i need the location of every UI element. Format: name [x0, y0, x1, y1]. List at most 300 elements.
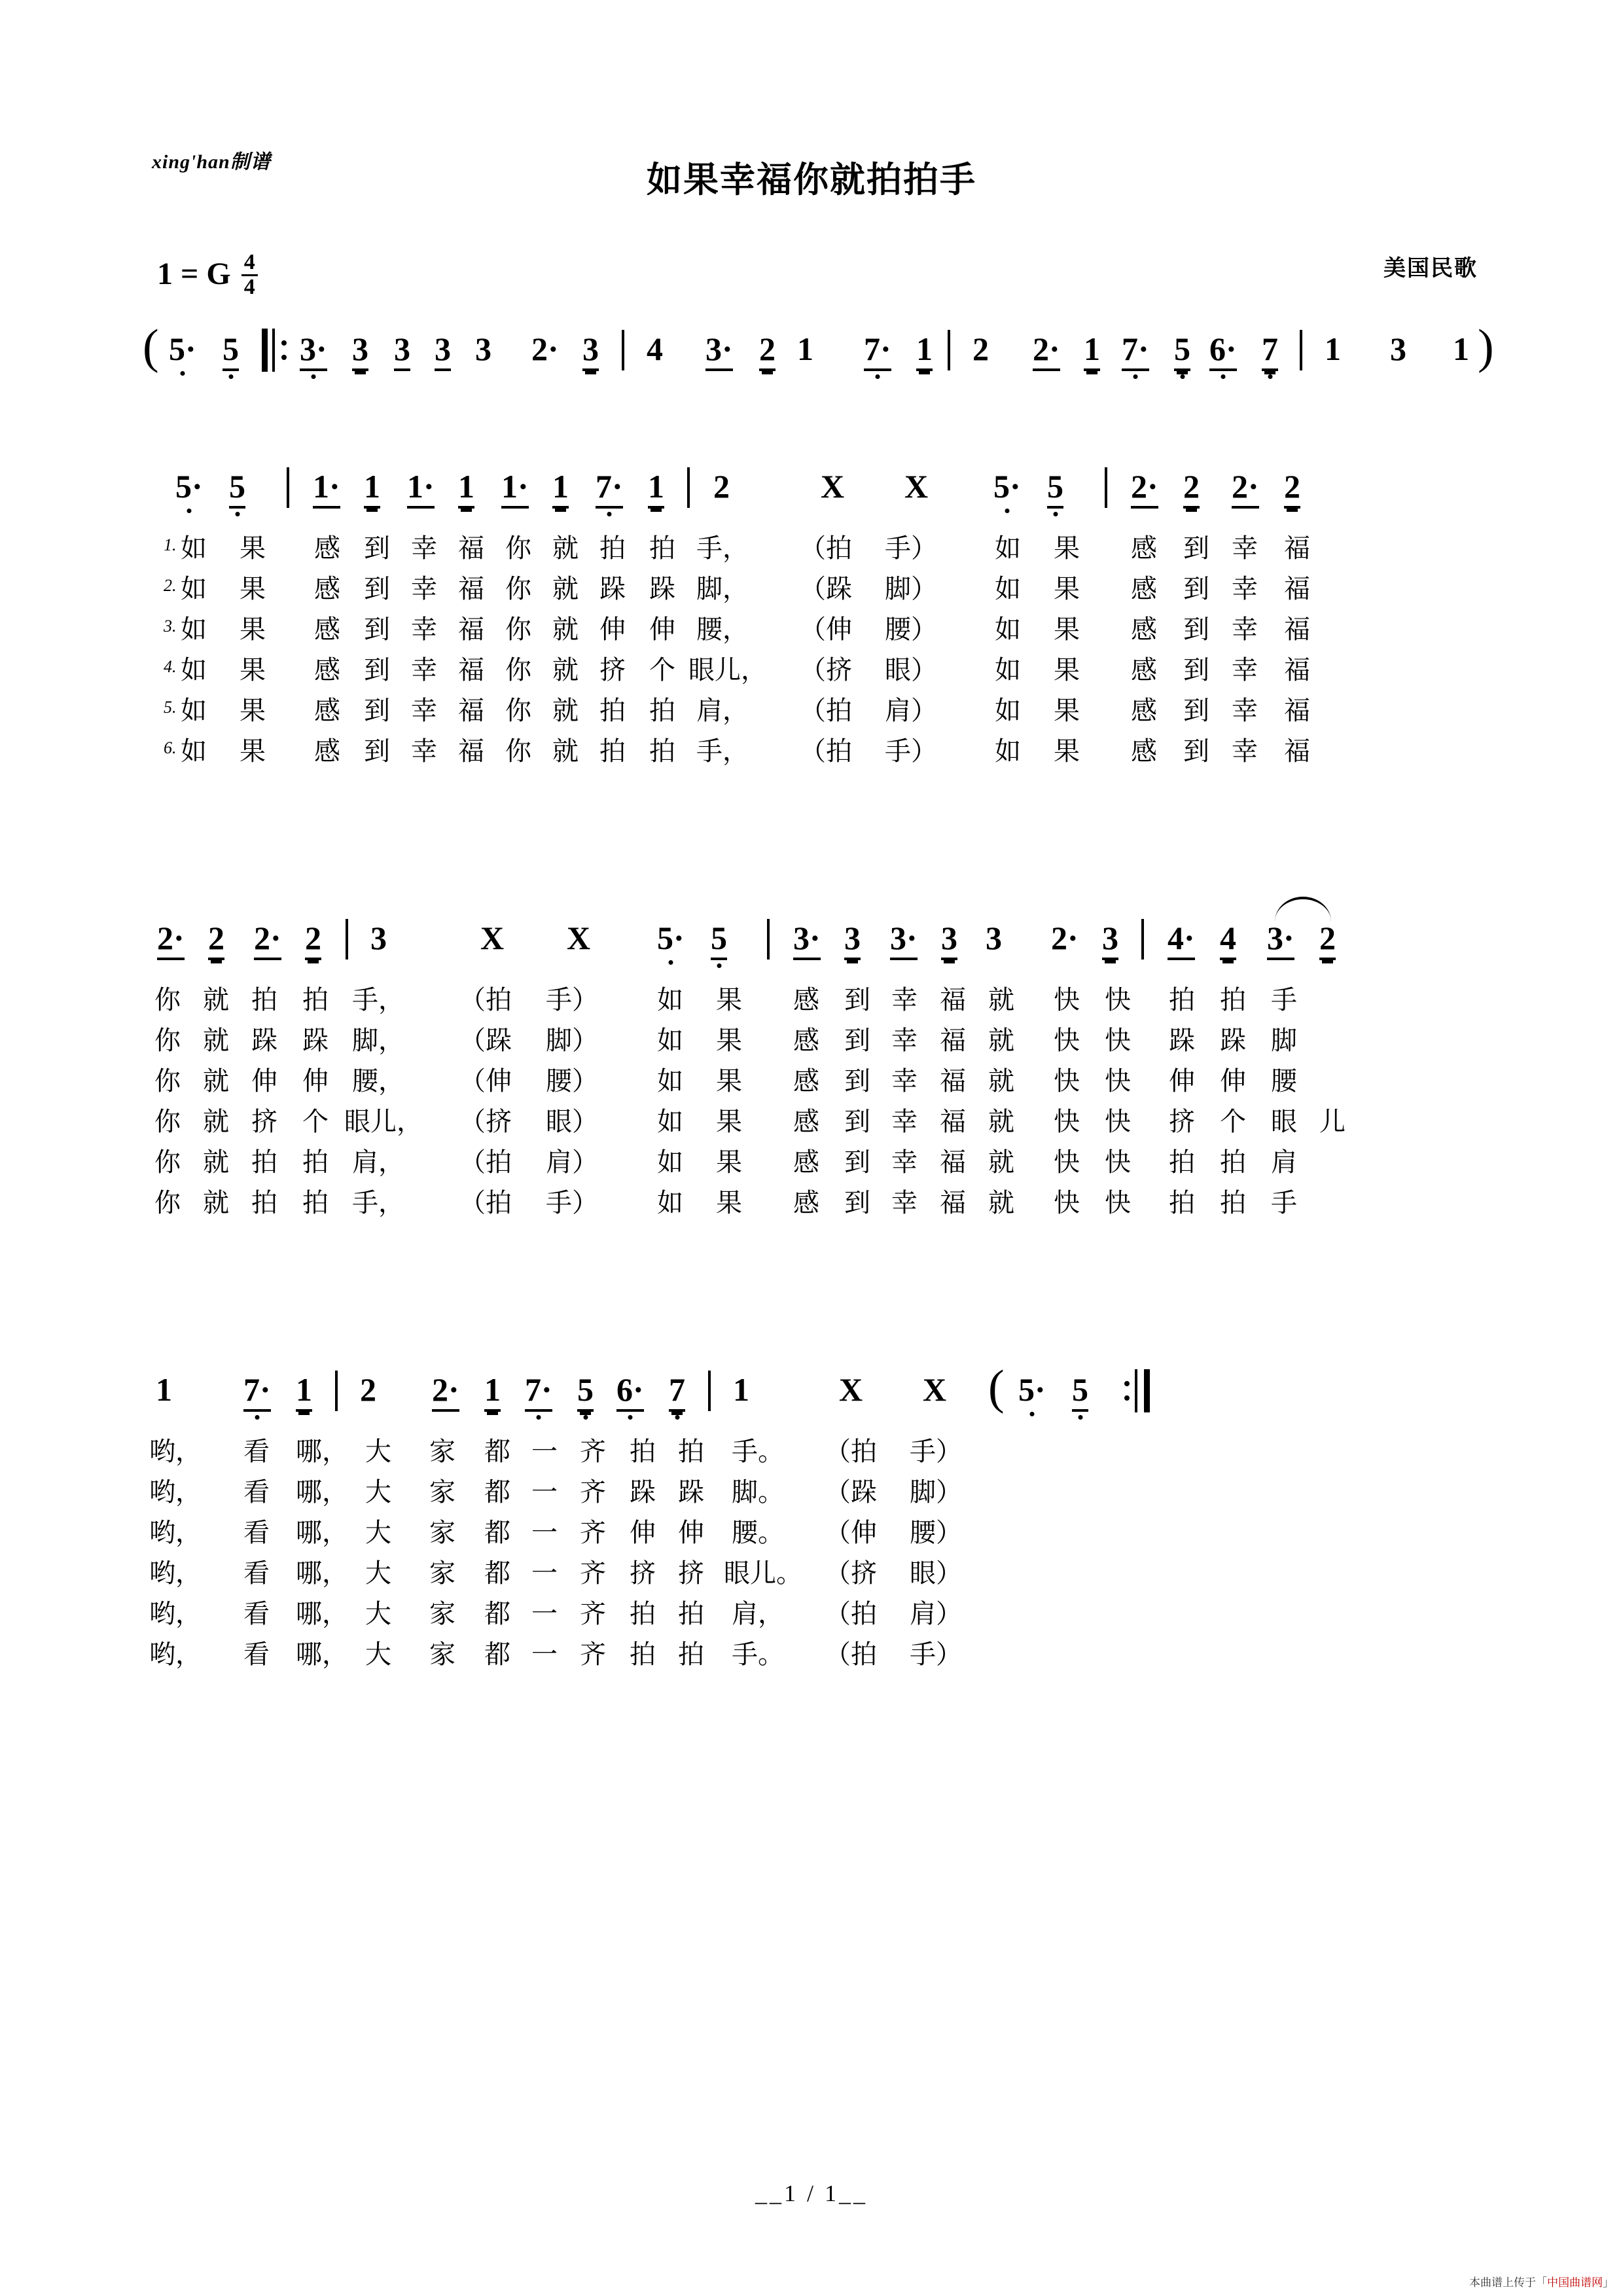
lyric-char: 幸	[411, 696, 437, 726]
lyric-line	[0, 1471, 1623, 1512]
lyric-char: 你	[154, 1147, 181, 1177]
lyric-line	[0, 1141, 1623, 1182]
lyric-char: 快	[1105, 1188, 1131, 1218]
lyric-char: 拍	[1169, 1188, 1195, 1218]
paren-open: (	[988, 1361, 1005, 1414]
lyric-char: 快	[1105, 1107, 1131, 1137]
lyric-char: 感	[1131, 736, 1157, 766]
lyric-char: （挤	[800, 655, 852, 685]
lyric-char: 幸	[1232, 696, 1258, 726]
lyric-char: 齐	[580, 1437, 606, 1467]
lyric-char: 一	[531, 1640, 558, 1670]
lyric-char: 到	[364, 574, 390, 604]
lyric-char: 手）	[546, 985, 598, 1015]
lyric-char: 拍	[302, 1147, 329, 1177]
lyric-char: 肩	[1271, 1147, 1297, 1177]
lyric-char: 幸	[891, 985, 918, 1015]
lyric-char: 感	[1131, 655, 1157, 685]
notation-row-intro	[0, 320, 1623, 390]
lyric-char: 手）	[885, 736, 937, 766]
lyric-char: 伸	[1220, 1066, 1246, 1096]
note: 2	[1284, 470, 1300, 509]
lyric-char: 快	[1105, 985, 1131, 1015]
lyric-char: 到	[364, 736, 390, 766]
lyric-char: 脚）	[910, 1477, 962, 1507]
lyric-char: 跺	[1220, 1026, 1246, 1056]
lyric-char: 腰）	[885, 615, 937, 645]
lyric-char: 果	[240, 696, 266, 726]
lyric-line	[0, 1101, 1623, 1141]
lyric-line	[0, 1634, 1623, 1674]
lyric-char: 感	[1131, 696, 1157, 726]
slur	[1275, 897, 1331, 922]
lyric-char: 到	[1183, 655, 1209, 685]
note: 1	[916, 332, 933, 371]
lyric-char: 到	[364, 696, 390, 726]
lyric-char: 都	[484, 1477, 510, 1507]
lyric-char: 个	[649, 655, 675, 685]
music-system-3	[0, 1361, 1623, 1674]
lyric-char: 感	[314, 615, 340, 645]
lyric-char: 拍	[302, 1188, 329, 1218]
lyric-char: 脚，	[696, 574, 749, 604]
lyric-char: 到	[844, 1147, 870, 1177]
lyric-char: 拍	[251, 985, 277, 1015]
lyric-char: 拍	[649, 736, 675, 766]
lyric-char: 跺	[630, 1477, 656, 1507]
note: 2	[1319, 922, 1336, 960]
lyric-char: 就	[552, 533, 579, 564]
note: 5·	[1018, 1371, 1046, 1408]
note: 3	[941, 922, 957, 960]
time-signature-denominator: 4	[243, 274, 255, 299]
lyric-char: 福	[940, 1026, 966, 1056]
lyric-char: 果	[716, 985, 742, 1015]
note: 7·	[525, 1373, 552, 1412]
lyric-char: 肩，	[732, 1599, 784, 1629]
barline	[708, 1371, 711, 1411]
lyric-line	[0, 690, 1623, 730]
note: 1	[484, 1373, 501, 1412]
lyric-char: 拍	[678, 1599, 704, 1629]
lyric-char: 手）	[546, 1188, 598, 1218]
note: 3	[986, 920, 1002, 956]
rest-x: X	[839, 1371, 863, 1408]
lyric-char: 肩）	[546, 1147, 598, 1177]
lyric-char: 家	[429, 1477, 455, 1507]
note: 1	[552, 470, 569, 509]
lyric-line	[0, 1060, 1623, 1101]
lyric-char: 你	[505, 696, 531, 726]
lyric-char: 脚。	[732, 1477, 784, 1507]
lyric-char: （跺	[459, 1026, 512, 1056]
barline	[335, 1371, 338, 1411]
key-signature	[157, 250, 258, 297]
barline	[687, 467, 690, 508]
lyric-char: 看	[243, 1640, 270, 1670]
lyric-char: 你	[505, 655, 531, 685]
note: 3·	[300, 332, 327, 371]
lyric-char: 腰。	[732, 1518, 784, 1548]
lyric-char: 到	[1183, 533, 1209, 564]
lyric-char: 到	[844, 1188, 870, 1218]
verse-number: 5.	[164, 698, 177, 717]
note: 5·	[993, 468, 1021, 505]
lyric-char: 手，	[696, 533, 749, 564]
lyric-char: 快	[1054, 1026, 1080, 1056]
lyric-char: 眼）	[910, 1558, 962, 1588]
note: 2	[208, 922, 224, 960]
lyric-char: 你	[154, 1026, 181, 1056]
music-system-2	[0, 916, 1623, 1223]
lyric-char: 快	[1105, 1147, 1131, 1177]
lyric-char: 感	[1131, 574, 1157, 604]
lyric-char: 肩）	[910, 1599, 962, 1629]
lyric-char: 果	[716, 1026, 742, 1056]
lyric-char: 福	[940, 1188, 966, 1218]
lyric-line	[0, 730, 1623, 771]
note: 3	[370, 920, 387, 956]
page-number: __1 / 1__	[755, 2180, 868, 2206]
lyric-char: 感	[314, 736, 340, 766]
lyric-char: 就	[988, 1147, 1014, 1177]
lyric-char: 哪，	[296, 1599, 348, 1629]
time-signature	[241, 251, 258, 298]
lyric-char: 跺	[649, 574, 675, 604]
note: 1	[364, 470, 380, 509]
lyric-char: 跺	[599, 574, 626, 604]
notation-row-3	[0, 1361, 1623, 1431]
lyric-char: 伸	[302, 1066, 329, 1096]
lyric-char: 就	[988, 1188, 1014, 1218]
lyric-char: 到	[364, 533, 390, 564]
lyric-char: 手	[1271, 985, 1297, 1015]
lyric-char: 你	[154, 1188, 181, 1218]
rest-x: X	[567, 920, 591, 956]
rest-x: X	[821, 468, 845, 505]
arranger-credit: xing'han制谱	[152, 151, 271, 173]
lyric-char: 大	[365, 1518, 391, 1548]
barline	[1300, 330, 1302, 370]
lyric-char: 都	[484, 1437, 510, 1467]
lyric-char: 齐	[580, 1558, 606, 1588]
lyric-char: 眼儿，	[344, 1107, 423, 1137]
lyric-char: 如	[995, 615, 1021, 645]
lyric-char: 福	[1284, 655, 1310, 685]
lyric-char: 就	[203, 1107, 229, 1137]
lyric-char: 儿	[1319, 1107, 1346, 1137]
lyric-char: 到	[1183, 696, 1209, 726]
lyric-char: 拍	[630, 1437, 656, 1467]
lyric-char: 果	[240, 533, 266, 564]
lyric-char: 就	[203, 1066, 229, 1096]
note: 5	[229, 470, 245, 509]
rest-x: X	[904, 468, 929, 505]
lyric-char: 就	[552, 655, 579, 685]
lyric-char: 感	[793, 1147, 819, 1177]
note: 7·	[596, 470, 623, 509]
lyric-char: 福	[940, 985, 966, 1015]
lyric-line	[0, 1020, 1623, 1060]
lyric-char: 福	[458, 533, 484, 564]
lyric-char: 如	[657, 985, 683, 1015]
lyric-char: 哟，	[149, 1558, 202, 1588]
rest-x: X	[923, 1371, 947, 1408]
lyric-char: 就	[203, 985, 229, 1015]
lyric-char: 腰	[1271, 1066, 1297, 1096]
verse-number: 3.	[164, 617, 177, 636]
note: 1	[797, 331, 813, 367]
barline	[1105, 467, 1107, 508]
lyric-char: 拍	[649, 533, 675, 564]
lyric-char: 福	[458, 696, 484, 726]
lyric-char: 到	[364, 615, 390, 645]
lyric-char: 果	[1054, 736, 1080, 766]
lyric-char: 挤	[678, 1558, 704, 1588]
lyric-char: 如	[995, 696, 1021, 726]
lyric-char: 拍	[251, 1147, 277, 1177]
lyric-char: 齐	[580, 1599, 606, 1629]
lyric-char: 哪，	[296, 1477, 348, 1507]
note: 3·	[793, 922, 821, 960]
lyric-char: 到	[1183, 574, 1209, 604]
lyric-char: 到	[844, 1066, 870, 1096]
lyric-char: 拍	[630, 1599, 656, 1629]
note: 2	[713, 468, 730, 505]
lyric-char: 感	[793, 1107, 819, 1137]
lyric-char: 手。	[732, 1437, 784, 1467]
lyric-char: 你	[154, 1066, 181, 1096]
lyric-char: 家	[429, 1558, 455, 1588]
lyric-char: 就	[552, 736, 579, 766]
lyric-char: 如	[181, 655, 207, 685]
note: 2·	[432, 1373, 459, 1412]
note: 2	[972, 331, 989, 367]
lyric-char: （伸	[459, 1066, 512, 1096]
lyric-char: （拍	[825, 1599, 877, 1629]
lyric-char: 看	[243, 1477, 270, 1507]
lyric-char: 幸	[1232, 615, 1258, 645]
lyric-char: 就	[988, 1066, 1014, 1096]
lyric-char: 伸	[1169, 1066, 1195, 1096]
note: 5	[711, 922, 727, 960]
note: 3	[394, 332, 410, 371]
lyric-char: 你	[505, 533, 531, 564]
lyric-char: 福	[1284, 574, 1310, 604]
lyric-char: 福	[940, 1107, 966, 1137]
lyric-char: （伸	[800, 615, 852, 645]
note: 3	[1390, 331, 1406, 367]
lyric-char: 快	[1105, 1026, 1131, 1056]
lyric-char: 幸	[891, 1188, 918, 1218]
lyric-char: 拍	[599, 736, 626, 766]
note: 7	[669, 1373, 685, 1412]
barline	[622, 330, 624, 370]
lyric-char: 就	[988, 1026, 1014, 1056]
lyric-char: 感	[793, 1066, 819, 1096]
lyric-char: 一	[531, 1558, 558, 1588]
note: 6·	[1209, 332, 1237, 371]
note: 2	[305, 922, 321, 960]
lyric-char: （拍	[459, 1188, 512, 1218]
lyric-char: 感	[793, 985, 819, 1015]
verse-number: 2.	[164, 576, 177, 595]
lyric-char: 幸	[891, 1066, 918, 1096]
lyric-char: 幸	[411, 736, 437, 766]
lyric-char: 如	[181, 736, 207, 766]
lyric-char: 拍	[649, 696, 675, 726]
barline	[1141, 919, 1144, 960]
lyric-char: 脚，	[352, 1026, 404, 1056]
key-label: 1 = G	[157, 256, 231, 291]
lyric-char: 看	[243, 1599, 270, 1629]
note: 2	[360, 1371, 376, 1408]
note: 5·	[169, 331, 196, 367]
lyric-char: 幸	[411, 615, 437, 645]
lyric-char: 果	[240, 615, 266, 645]
lyric-char: 幸	[1232, 655, 1258, 685]
lyric-char: 快	[1054, 985, 1080, 1015]
lyric-char: 你	[505, 615, 531, 645]
lyric-char: 拍	[599, 533, 626, 564]
note: 2·	[1033, 332, 1060, 371]
lyric-char: 腰）	[546, 1066, 598, 1096]
verse-number: 1.	[164, 535, 177, 554]
lyric-char: 大	[365, 1437, 391, 1467]
music-system-intro	[0, 320, 1623, 390]
lyric-char: （拍	[800, 533, 852, 564]
note: 3	[1102, 922, 1118, 960]
lyric-char: 脚	[1271, 1026, 1297, 1056]
composer-credit: 美国民歌	[1383, 255, 1478, 281]
lyric-char: 家	[429, 1640, 455, 1670]
lyrics-block-2	[0, 979, 1623, 1223]
lyric-char: 如	[995, 655, 1021, 685]
lyric-char: 手，	[696, 736, 749, 766]
lyric-char: 到	[844, 985, 870, 1015]
lyric-char: 果	[240, 736, 266, 766]
lyric-char: 手	[1271, 1188, 1297, 1218]
lyric-char: 福	[458, 736, 484, 766]
lyric-char: 家	[429, 1518, 455, 1548]
note: 2	[759, 332, 776, 371]
lyric-line	[0, 1512, 1623, 1552]
lyric-char: （挤	[459, 1107, 512, 1137]
note: 5	[577, 1373, 594, 1412]
lyric-char: 如	[181, 696, 207, 726]
lyric-char: 脚）	[546, 1026, 598, 1056]
note: 3	[435, 332, 451, 371]
note: 2·	[531, 331, 559, 367]
lyric-char: 就	[203, 1188, 229, 1218]
lyric-char: 如	[657, 1107, 683, 1137]
lyric-char: 感	[793, 1188, 819, 1218]
barline	[346, 919, 348, 960]
lyric-char: 都	[484, 1558, 510, 1588]
lyric-char: 齐	[580, 1477, 606, 1507]
lyric-char: （挤	[825, 1558, 877, 1588]
lyrics-block-1	[0, 528, 1623, 771]
lyric-char: 幸	[891, 1147, 918, 1177]
lyric-char: 大	[365, 1640, 391, 1670]
lyric-line	[0, 1182, 1623, 1223]
note: 2·	[1051, 920, 1079, 956]
lyric-char: 手。	[732, 1640, 784, 1670]
lyric-char: 福	[458, 574, 484, 604]
note: 7·	[243, 1373, 271, 1412]
note: 1	[1084, 332, 1100, 371]
note: 3	[352, 332, 368, 371]
lyric-char: 拍	[678, 1437, 704, 1467]
lyric-char: （伸	[825, 1518, 877, 1548]
lyric-char: 感	[314, 696, 340, 726]
lyric-line	[0, 979, 1623, 1020]
lyric-char: 你	[505, 736, 531, 766]
lyric-char: 到	[844, 1026, 870, 1056]
lyric-char: 挤	[630, 1558, 656, 1588]
note: 1·	[501, 470, 529, 509]
lyric-char: 快	[1054, 1188, 1080, 1218]
lyric-char: 如	[181, 615, 207, 645]
note: 2	[1183, 470, 1200, 509]
note: 1	[458, 470, 474, 509]
lyric-char: 齐	[580, 1640, 606, 1670]
lyric-char: 肩，	[352, 1147, 404, 1177]
note: 5	[1047, 470, 1063, 509]
lyric-char: 幸	[1232, 736, 1258, 766]
lyric-char: 个	[1220, 1107, 1246, 1137]
note: 1·	[313, 470, 340, 509]
lyric-char: （拍	[459, 985, 512, 1015]
notation-row-2	[0, 916, 1623, 979]
lyric-char: 手）	[910, 1437, 962, 1467]
lyric-char: 如	[657, 1188, 683, 1218]
note: 7·	[864, 332, 891, 371]
lyric-char: 就	[552, 574, 579, 604]
lyric-line	[0, 609, 1623, 649]
lyric-char: 如	[995, 533, 1021, 564]
lyric-char: （拍	[825, 1640, 877, 1670]
lyric-char: 果	[1054, 574, 1080, 604]
note: 4·	[1168, 922, 1195, 960]
notation-row-1	[0, 465, 1623, 528]
lyric-char: 哪，	[296, 1640, 348, 1670]
lyric-char: 挤	[1169, 1107, 1195, 1137]
note: 1·	[407, 470, 435, 509]
lyric-char: 哪，	[296, 1518, 348, 1548]
paren-open: (	[143, 320, 159, 374]
lyric-char: 拍	[1169, 1147, 1195, 1177]
lyric-char: 拍	[630, 1640, 656, 1670]
lyric-char: 哟，	[149, 1437, 202, 1467]
lyric-char: 伸	[649, 615, 675, 645]
lyric-char: 拍	[1220, 985, 1246, 1015]
note: 4	[1220, 922, 1236, 960]
lyric-line	[0, 1593, 1623, 1634]
lyric-char: 手）	[910, 1640, 962, 1670]
lyric-char: 如	[657, 1066, 683, 1096]
lyric-char: 跺	[251, 1026, 277, 1056]
lyric-char: 哟，	[149, 1477, 202, 1507]
note: 2·	[1232, 470, 1259, 509]
note: 1	[1453, 331, 1469, 367]
lyric-char: 果	[716, 1066, 742, 1096]
lyric-char: 哟，	[149, 1599, 202, 1629]
lyrics-block-3	[0, 1431, 1623, 1674]
lyric-char: 到	[364, 655, 390, 685]
lyric-line	[0, 649, 1623, 690]
lyric-char: 都	[484, 1640, 510, 1670]
